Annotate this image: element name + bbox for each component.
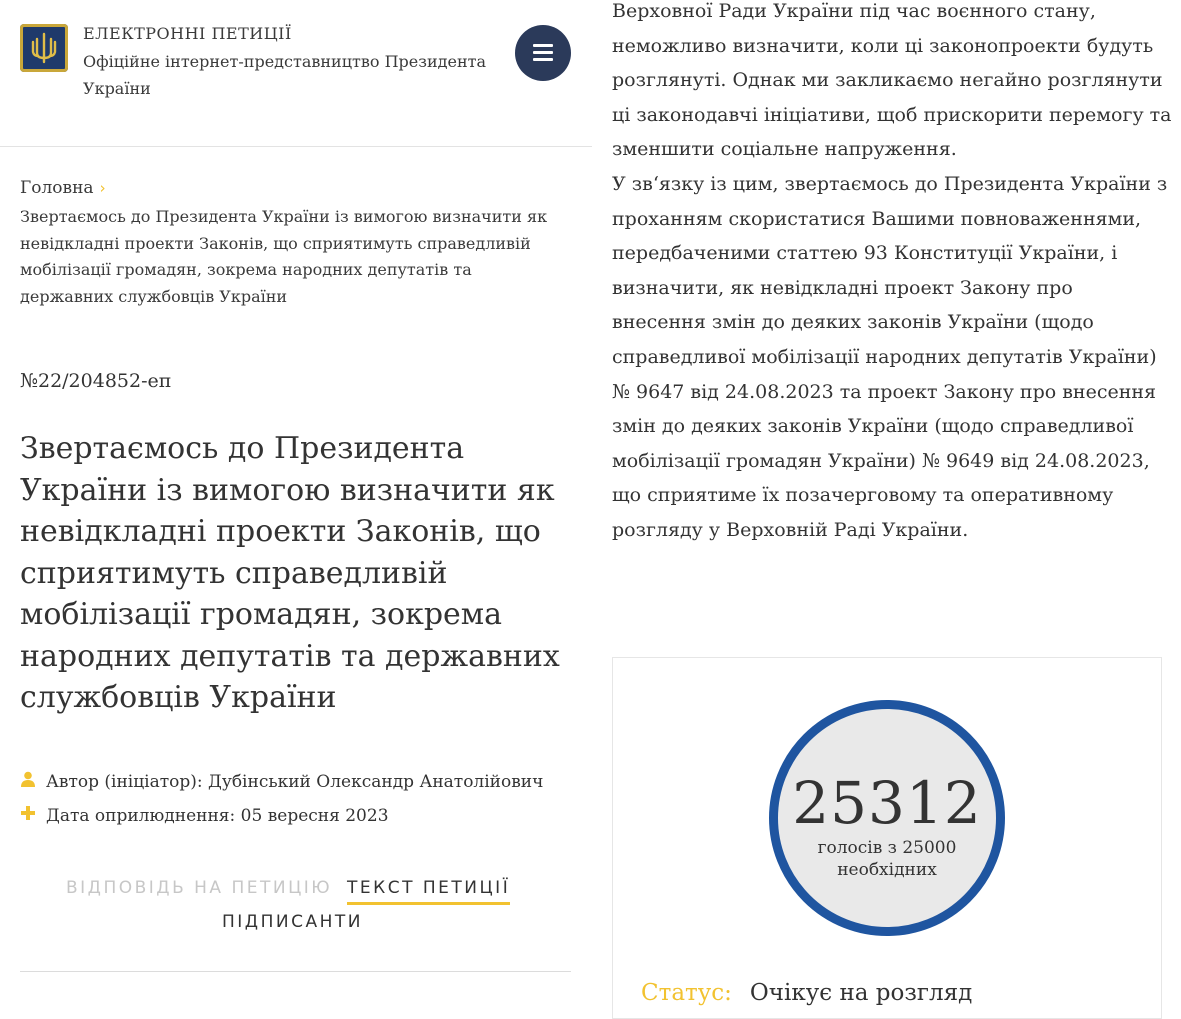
menu-button[interactable]	[515, 25, 571, 81]
author-row	[20, 771, 543, 792]
site-subtitle: Офіційне інтернет-представництво Президента України	[83, 52, 486, 98]
breadcrumb-home-row	[20, 176, 565, 200]
user-icon	[20, 771, 38, 792]
petition-number: №22/204852-еп	[20, 370, 172, 392]
divider	[20, 971, 571, 972]
petition-title: Звертаємось до Президента України із вимогою визначити як невідкладні проекти Законів, що сприятимуть справедливій мобілізації громадян, зокрема народних депутатів та державних службовців України	[20, 431, 560, 715]
vote-progress-circle	[769, 700, 1005, 936]
author-text: Автор (ініціатор): Дубінський Олександр Анатолійович	[46, 772, 544, 792]
vote-count: 25312	[792, 769, 982, 837]
trident-emblem-icon[interactable]	[20, 24, 68, 72]
petition-body	[612, 0, 1172, 548]
date-text: Дата оприлюднення: 05 вересня 2023	[46, 806, 389, 826]
tab-signers[interactable]: ПІДПИСАНТИ	[222, 912, 363, 932]
hamburger-menu-icon	[533, 51, 553, 54]
petition-paragraph: Верховної Ради України під час воєнного стану, неможливо визначити, коли ці законопроекти будуть розглянуті. Однак ми закликаємо негайно розглянути ці законодавчі ініціативи, щоб прискорити перемогу та зменшити соціальне напруження.	[612, 0, 1172, 161]
breadcrumb-current: Звертаємось до Президента України із вимогою визначити як невідкладні проекти Законів, що сприятимуть справедливій мобілізації громадян, зокрема народних депутатів та державних службовців України	[20, 207, 548, 306]
hamburger-menu-icon	[533, 44, 553, 47]
vote-label: голосів з 25000 необхідних	[817, 838, 957, 880]
plus-icon	[20, 805, 38, 826]
site-title[interactable]: ЕЛЕКТРОННІ ПЕТИЦІЇ	[83, 24, 292, 43]
chevron-right-icon: ›	[99, 179, 106, 197]
status-label: Статус:	[641, 980, 732, 1006]
site-header	[0, 0, 592, 147]
date-row	[20, 805, 389, 826]
hamburger-menu-icon	[533, 58, 553, 61]
right-panel	[592, 0, 1181, 1013]
left-panel	[0, 0, 592, 1013]
vote-card	[612, 657, 1162, 1019]
tab-text[interactable]: ТЕКСТ ПЕТИЦІЇ	[347, 878, 510, 905]
status-value: Очікує на розгляд	[749, 980, 973, 1006]
status-row	[641, 980, 972, 1006]
tab-answer[interactable]: ВІДПОВІДЬ НА ПЕТИЦІЮ	[66, 878, 333, 898]
breadcrumb-home-link[interactable]: Головна	[20, 178, 94, 198]
petition-paragraph: У зв‘язку із цим, звертаємось до Президента України з проханням скористатися Вашими повноваженнями, передбаченими статтею 93 Конституції України, і визначити, як невідкладні проект Закону про внесення змін до деяких законів України (щодо справедливої мобілізації народних депутатів України) № 9647 від 24.08.2023 та проект Закону про внесення змін до деяких законів України (щодо справедливої мобілізації громадян України) № 9649 від 24.08.2023, що сприятиме їх позачерговому та оперативному розгляду у Верховній Раді України.	[612, 172, 1168, 541]
breadcrumb	[20, 176, 565, 310]
